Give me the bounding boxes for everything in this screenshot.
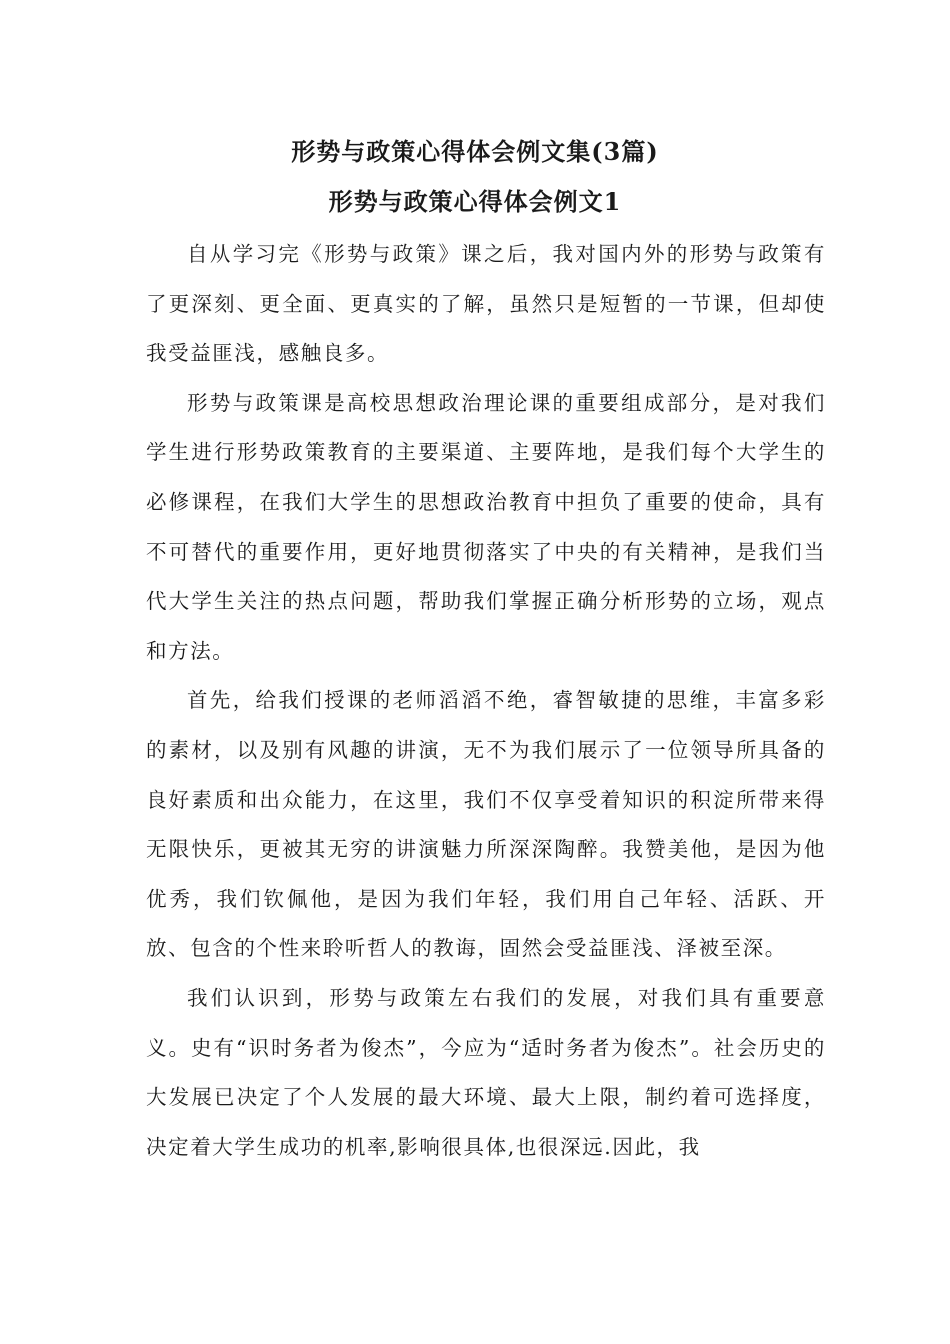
document-title: 形势与政策心得体会例文集(3篇) [291,137,659,166]
paragraph-3: 首先，给我们授课的老师滔滔不绝，睿智敏捷的思维，丰富多彩的素材，以及别有风趣的讲演，无不为我们展示了一位领导所具备的良好素质和出众能力，在这里，我们不仅享受着知识的积淀所带来得无限快乐，更被其无穷的讲演魅力所深深陶醉。我赞美他，是因为他优秀，我们钦佩他，是因为我们年轻，我们用自己年轻、活跃、开放、包含的个性来聆听哲人的教诲，固然会受益匪浅、泽被至深。 [146,688,826,961]
document-body [146,230,826,1172]
paragraph-2: 形势与政策课是高校思想政治理论课的重要组成部分，是对我们学生进行形势政策教育的主要渠道、主要阵地，是我们每个大学生的必修课程，在我们大学生的思想政治教育中担负了重要的使命，具有不可替代的重要作用，更好地贯彻落实了中央的有关精神，是我们当代大学生关注的热点问题，帮助我们掌握正确分析形势的立场，观点和方法。 [146,390,826,663]
paragraph-1: 自从学习完《形势与政策》课之后，我对国内外的形势与政策有了更深刻、更全面、更真实的了解，虽然只是短暂的一节课，但却使我受益匪浅，感触良多。 [146,242,826,366]
paragraph-4: 我们认识到，形势与政策左右我们的发展，对我们具有重要意义。史有“识时务者为俊杰”，今应为“适时务者为俊杰”。社会历史的大发展已决定了个人发展的最大环境、最大上限，制约着可选择度，决定着大学生成功的机率,影响很具体,也很深远.因此，我 [146,985,826,1159]
document-subtitle: 形势与政策心得体会例文1 [328,187,622,216]
